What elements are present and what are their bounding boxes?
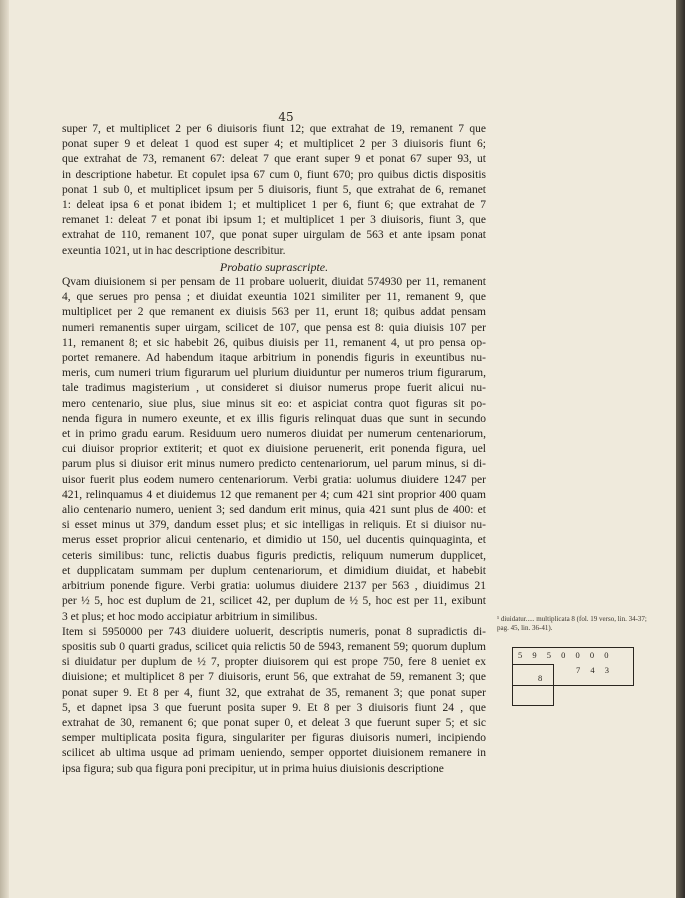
text-line: exeuntia 1021, ut in hac descriptione describitur. (62, 244, 286, 257)
text-line: 5, et dapnet ipsa 3 que fuerunt posita super 9. Et 8 per 3 diuisoris fiunt 24 , que (62, 701, 486, 714)
text-line: diuisione; et multiplicet 8 per 7 diuisoris, erunt 56, que extrahat de 59, remanent 3; que (62, 671, 486, 684)
text-line: parum plus si diuisor erit minus numero predicto centenariorum, uel parum minus, si di- (62, 458, 486, 471)
quotient-value: 8 (538, 673, 543, 683)
text-line: Qvam diuisionem si per pensam de 11 probare uoluerit, diuidat 574930 per 11, remanent (62, 276, 486, 289)
text-line: et in primo gradu earum. Residuum uero numeros diuidat per numerum centenariorum, (62, 428, 486, 441)
text-line: remanet 1: deleat 7 et ponat ibi ipsum 1; et multiplicet 1 per 3 diuisoris, fiunt 3, que (62, 214, 486, 227)
text-line: scilicet ab ultima usque ad primam ueniendo, semper opportet diuisionem remanere in (62, 747, 486, 760)
text-line: uisor fuerit plus eodem numero centenariorum. Verbi gratia: uolumus diuidere 1247 per (62, 473, 486, 486)
page-number: 45 (278, 110, 294, 124)
text-line: alio centenario numero, uenient 3; sed dandum erit minus, quia 421 sunt plus de 400: et (62, 504, 486, 517)
text-line: 3 et plus; et hoc modo accipiatur arbitrium in similibus. (62, 610, 318, 623)
book-spine-edge (676, 0, 685, 898)
text-line: 4, que serues pro pensa ; et diuidat exeuntia 1021 similiter per 11, remanent 9, que (62, 291, 486, 304)
text-line: 1: deleat ipsa 6 et ponat ibidem 1; et multiplicet 1 per 6, fiunt 6; que extrahat de 7 (62, 199, 486, 212)
text-line: ponat super 9. Et 8 per 4, fiunt 32, que extrahat de 35, remanent 3; que ponat super (62, 686, 486, 699)
text-line: spositis sub 0 quarti gradus, scilicet quia relictis 50 de 5943, remanent 59; quorum duplum (62, 640, 486, 653)
text-line: extrahat de 30, remanent 6; que ponat super 0, et deleat 3 que fuerunt super 5; et sic (62, 716, 486, 729)
text-line: tale tradimus magisterium , ut consideret si diuisor numerus prope fuerit alicui nu- (62, 382, 486, 395)
text-line: Item si 5950000 per 743 diuidere uoluerit, descriptis numeris, ponat 8 supradictis di- (62, 625, 486, 638)
text-line: numeri remanentis super uirgam, scilicet de 107, que pensa est 8: quia diuisis 107 per (62, 321, 486, 334)
text-line: nenda figura in numero exeunte, et ex illis figuris relinquat duas que sunt in secundo (62, 412, 486, 425)
paragraph-2 (62, 275, 486, 625)
text-line: per ½ 5, hoc est duplum de 21, scilicet 42, per duplum de ½ 5, hoc est per 11, exibunt (62, 595, 486, 608)
text-line: super 7, et multiplicet 2 per 6 diuisoris fiunt 12; que extrahat de 19, remanent 7 que (62, 123, 486, 135)
text-line: mero centenario, siue plus, siue minus sit eo: et aspiciat contra quot figuras sit po- (62, 397, 486, 410)
text-line: meris, cum numeri trium figurarum uel plurium diuiduntur per numeros trium figurarum, (62, 367, 486, 380)
dividend-value: 5 9 5 0 0 0 0 (518, 650, 613, 660)
text-line: cui diuisor proprior extiterit; et quot ex diuisione peruenerit, erit ponenda figura, uel (62, 443, 486, 456)
main-text-block (62, 122, 486, 777)
division-diagram (512, 647, 632, 707)
text-line: ponat 1 sub 0, et multiplicet ipsum per 5 diuisoris, fiunt 5, que extrahat de 6, remanet (62, 183, 486, 196)
text-line: extrahat de 110, remanent 107, que ponat super uirgulam de 563 et ante ipsam ponat (62, 229, 486, 242)
quotient-frame (512, 664, 554, 706)
section-heading: Probatio suprascripte. (219, 259, 329, 274)
text-line: ponat super 9 et deleat 1 quod est super 4; et multiplicet 2 per 3 diuisoris fiunt 6; (62, 138, 486, 151)
text-line: ceteris similibus: tunc, relictis duabus figuris predictis, reliquum numerum dupplicet, (62, 549, 486, 562)
text-line: ipsa figura; sub qua figura poni precipitur, ut in prima huius diuisionis descriptione (62, 762, 444, 775)
text-line: si esset minus ut 379, dandum esset plus; et sic intelligas in reliquis. Et si diuisor nu- (62, 519, 486, 532)
text-line: et dupplicatam summam per duplum centenariorum, et dimidium diuidat, et habebit (62, 564, 486, 577)
paragraph-1 (62, 122, 486, 259)
text-line: 11, remanent 8; et sic habebit 26, quibus diuisis per 11, remanent 4, ut pro pensa op- (62, 336, 486, 349)
text-line: que extrahat de 73, remanent 67: deleat 7 que erant super 9 et ponat 67 super 93, ut (62, 153, 486, 166)
text-line: semper multiplicata posita figura, singulariter per figuras diuisoris numeri, incipiendo (62, 732, 486, 745)
text-line: 421, relinquamus 4 et diuidemus 12 que remanent per 4; cum 421 sint proprior 400 quam (62, 488, 486, 501)
text-line: portet remanere. Ad habendum itaque arbitrium in ponendis figuris in exeuntibus nu- (62, 352, 486, 365)
paragraph-3 (62, 625, 486, 777)
text-line: multiplicet per 2 que remanent ex diuisis 563 per 11, erunt 18; quibus addat pensam (62, 306, 486, 319)
text-line: in descriptione habetur. Et copulet ipsa 67 cum 0, fiunt 670; pro quibus dictis dispositis (62, 168, 486, 181)
divisor-value: 7 4 3 (576, 665, 613, 675)
text-line: merus esset proprior alicui centenario, et dimidio ut 150, uel ducentis quinquaginta, et (62, 534, 486, 547)
page-gutter-shadow (0, 0, 9, 898)
text-line: arbitrium ponende figure. Verbi gratia: uolumus diuidere 2137 per 563 , diuidimus 21 (62, 580, 486, 593)
margin-note: ¹ diuidatur..... multiplicata 8 (fol. 19 verso, lin. 34-37; pag. 45, lin. 36-41). (497, 615, 647, 632)
text-line: si diuidatur per duplum de ½ 7, propter diuisorem qui est prope 750, fere 8 ueniet ex (62, 656, 486, 669)
